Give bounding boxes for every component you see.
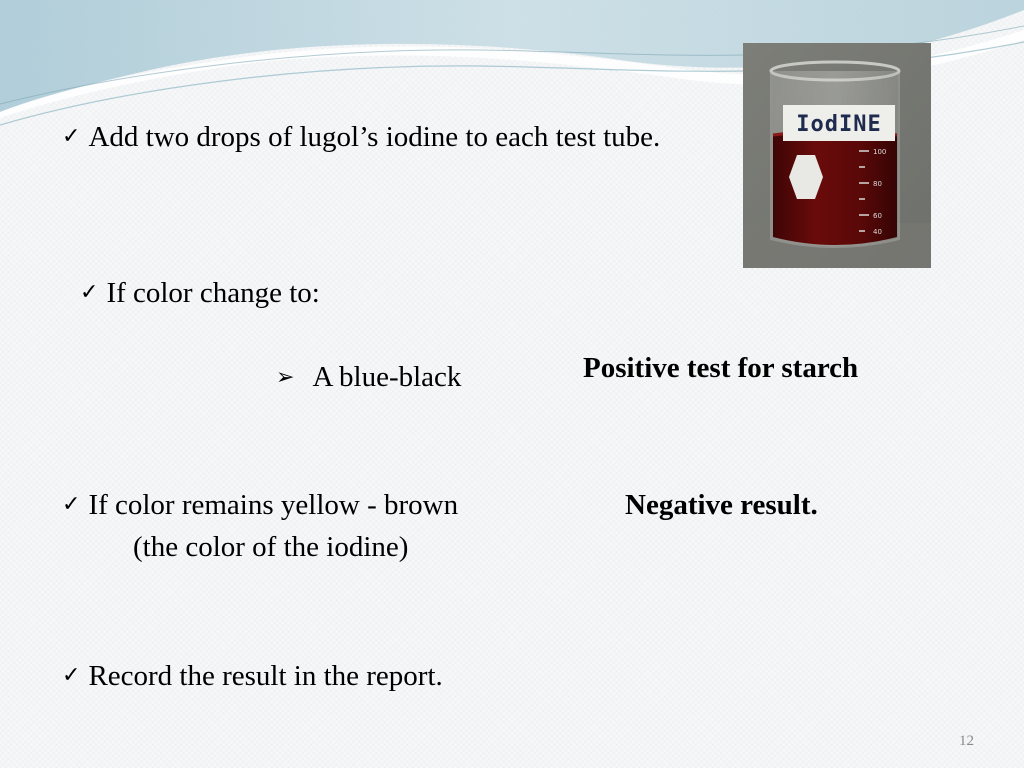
iodine-beaker-photo: [743, 43, 931, 268]
checkmark-icon: ✓: [62, 663, 81, 688]
negative-result-label: Negative result.: [625, 489, 818, 521]
option-blue-black-text: A blue-black: [312, 361, 462, 393]
arrow-bullet-icon: ➢: [276, 365, 295, 390]
option-blue-black: [276, 356, 461, 401]
checkmark-icon: ✓: [80, 280, 99, 305]
step-record-result: [62, 655, 443, 700]
step-if-color-change: [80, 272, 320, 317]
scale-mark-80: 80: [873, 180, 882, 188]
checkmark-icon: ✓: [62, 492, 81, 517]
scale-mark-60: 60: [873, 212, 882, 220]
step-remains-yellow: [62, 484, 458, 529]
checkmark-icon: ✓: [62, 124, 81, 149]
step-remains-yellow-note: (the color of the iodine): [133, 531, 409, 563]
step-record-result-text: Record the result in the report.: [88, 660, 443, 692]
positive-result-label: Positive test for starch: [583, 352, 859, 384]
beaker-label-text: IodINE: [796, 112, 882, 137]
step-add-iodine: [62, 116, 664, 161]
step-add-iodine-text: Add two drops of lugol’s iodine to each test tube.: [88, 121, 661, 153]
scale-mark-40: 40: [873, 228, 882, 236]
step-remains-yellow-text: If color remains yellow - brown: [88, 489, 459, 521]
scale-mark-100: 100: [873, 148, 887, 156]
slide-number: 12: [959, 733, 974, 749]
step-if-color-change-text: If color change to:: [106, 277, 320, 309]
